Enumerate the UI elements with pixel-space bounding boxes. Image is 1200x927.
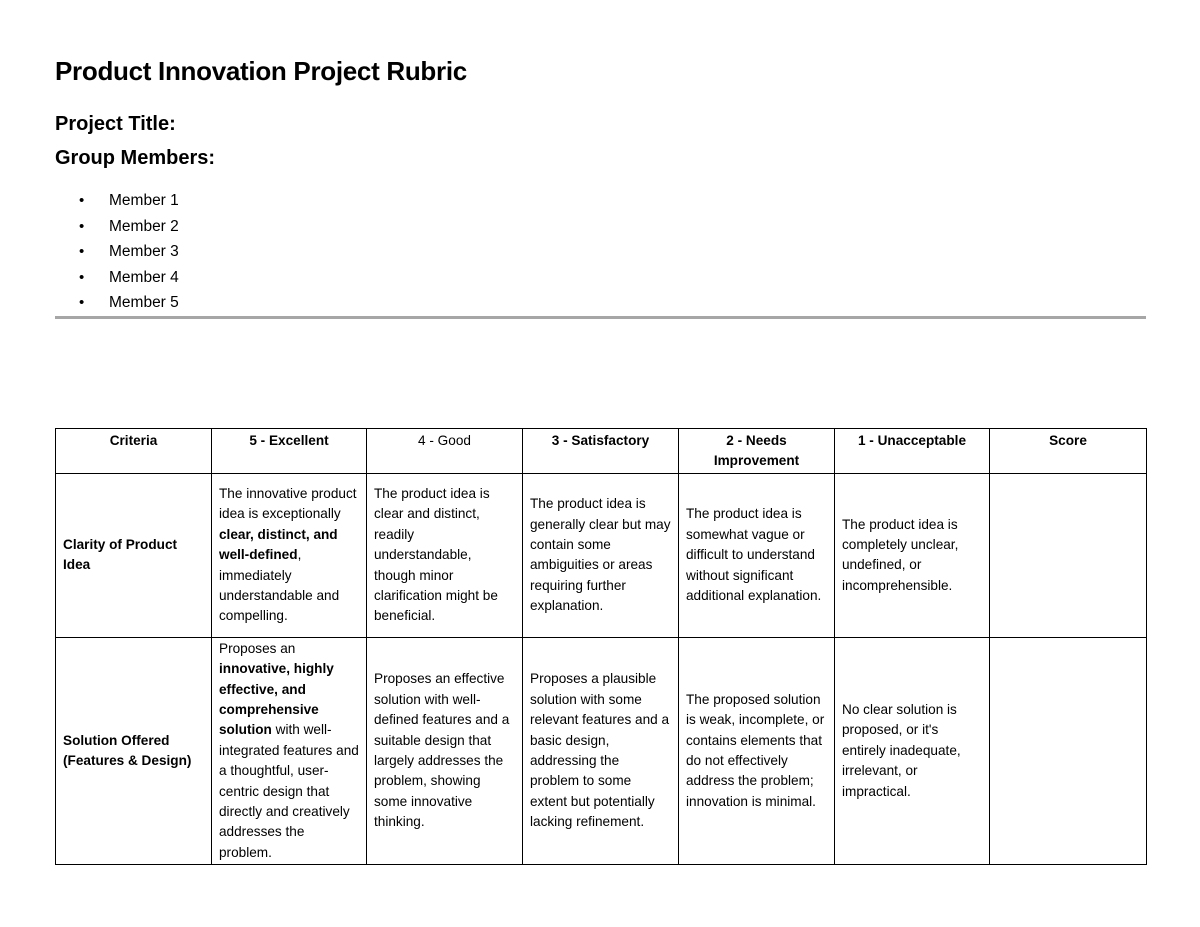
document-title: Product Innovation Project Rubric xyxy=(55,56,467,86)
bullet-icon: • xyxy=(79,268,85,286)
excellent-cell xyxy=(212,473,367,637)
bullet-icon: • xyxy=(79,294,85,311)
column-header-unacceptable: 1 - Unacceptable xyxy=(835,429,990,474)
member-list xyxy=(55,190,179,318)
score-cell[interactable] xyxy=(990,637,1147,864)
column-header-score: Score xyxy=(990,429,1147,474)
list-item xyxy=(55,190,179,216)
good-cell: The product idea is clear and distinct, readily understandable, though minor clarification might be beneficial. xyxy=(367,473,523,637)
member-name: Member 3 xyxy=(109,243,179,260)
cell-text: with well-integrated features and a thoughtful, user-centric design that directly and creatively addresses the problem. xyxy=(219,722,359,860)
cell-text-bold: innovative, highly effective, and comprehensive solution xyxy=(219,661,334,738)
member-name: Member 4 xyxy=(109,268,179,286)
column-header-satisfactory: 3 - Satisfactory xyxy=(523,429,679,474)
cell-text: , immediately understandable and compelling. xyxy=(219,547,340,624)
column-header-needs-improvement: 2 - Needs Improvement xyxy=(679,429,835,474)
rubric-table xyxy=(55,428,1147,865)
unacceptable-cell: The product idea is completely unclear, undefined, or incomprehensible. xyxy=(835,473,990,637)
excellent-cell xyxy=(212,637,367,864)
member-name: Member 2 xyxy=(109,217,179,235)
cell-text-bold: clear, distinct, and well-defined xyxy=(219,526,338,563)
table-header-row xyxy=(56,429,1147,474)
needs-improvement-cell: The product idea is somewhat vague or difficult to understand without significant additional explanation. xyxy=(679,473,835,637)
satisfactory-cell: The product idea is generally clear but may contain some ambiguities or areas requiring further explanation. xyxy=(523,473,679,637)
column-header-excellent: 5 - Excellent xyxy=(212,429,367,474)
member-name: Member 1 xyxy=(109,192,179,209)
list-item xyxy=(55,216,179,242)
table-row xyxy=(56,637,1147,864)
list-item xyxy=(55,292,179,318)
project-title-label: Project Title: xyxy=(55,113,176,135)
horizontal-divider xyxy=(55,316,1146,319)
satisfactory-cell: Proposes a plausible solution with some relevant features and a basic design, addressing the problem to some extent but potentially lacking refinement. xyxy=(523,637,679,864)
bullet-icon: • xyxy=(79,217,85,235)
bullet-icon: • xyxy=(79,192,85,209)
group-members-label: Group Members: xyxy=(55,147,216,169)
list-item xyxy=(55,267,179,293)
score-cell[interactable] xyxy=(990,473,1147,637)
list-item xyxy=(55,241,179,267)
criteria-cell: Solution Offered (Features & Design) xyxy=(56,637,212,864)
column-header-good: 4 - Good xyxy=(367,429,523,474)
member-name: Member 5 xyxy=(109,294,179,311)
good-cell: Proposes an effective solution with well-defined features and a suitable design that largely addresses the problem, showing some innovative thinking. xyxy=(367,637,523,864)
unacceptable-cell: No clear solution is proposed, or it's entirely inadequate, irrelevant, or impractical. xyxy=(835,637,990,864)
table-row xyxy=(56,473,1147,637)
cell-text: Proposes an xyxy=(219,640,296,656)
cell-text: The innovative product idea is exceptionally xyxy=(219,485,357,522)
column-header-criteria: Criteria xyxy=(56,429,212,474)
criteria-cell: Clarity of Product Idea xyxy=(56,473,212,637)
needs-improvement-cell: The proposed solution is weak, incomplete, or contains elements that do not effectively address the problem; innovation is minimal. xyxy=(679,637,835,864)
bullet-icon: • xyxy=(79,243,85,260)
